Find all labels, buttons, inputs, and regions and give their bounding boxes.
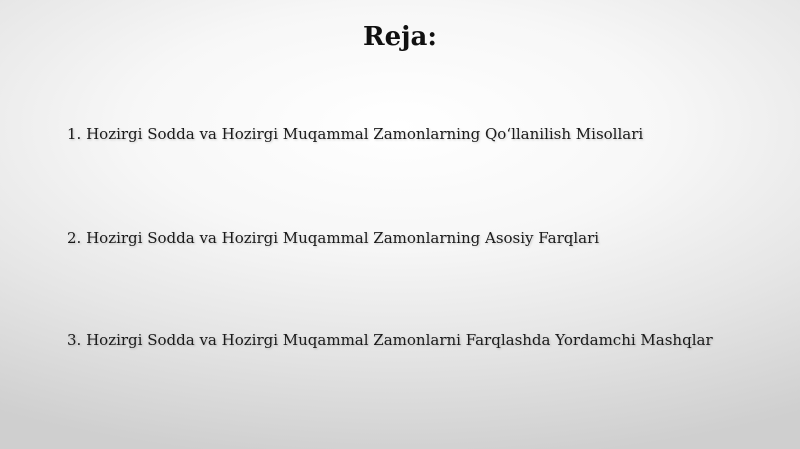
plan-item: 3. Hozirgi Sodda va Hozirgi Muqammal Zamonlarni Farqlashda Yordamchi Mashqlar: [67, 331, 713, 349]
slide-title: Reja:: [362, 22, 437, 52]
plan-item: 1. Hozirgi Sodda va Hozirgi Muqammal Zamonlarning Qo‘llanilish Misollari: [67, 125, 644, 143]
plan-item: 2. Hozirgi Sodda va Hozirgi Muqammal Zamonlarning Asosiy Farqlari: [67, 229, 600, 247]
